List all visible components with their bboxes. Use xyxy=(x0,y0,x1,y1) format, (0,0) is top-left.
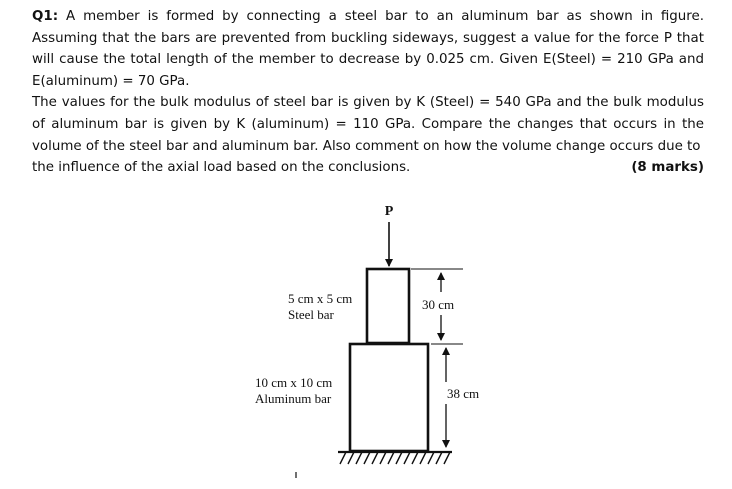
steel-size-label: 5 cm x 5 cm xyxy=(288,291,353,306)
steel-bar xyxy=(367,269,409,343)
question-body-2: The values for the bulk modulus of steel bar is given by K (Steel) = 540 GPa and the bulk modulus of aluminum bar is given by K (aluminum) = 110 GPa. Compare the changes that occurs in the volume of the steel bar and aluminum bar. Also comment on how the volume change occurs due to xyxy=(32,95,704,154)
question-body-1: A member is formed by connecting a steel bar to an aluminum bar as shown in figure. Assuming that the bars are prevented from buckling sideways, suggest a value for the force P that will cause the total length of the member to decrease by 0.025 cm. Given E(Steel) = 210 GPa and E(aluminum) = 70 GPa. xyxy=(32,9,704,89)
steel-name-label: Steel bar xyxy=(288,307,334,322)
aluminum-name-label: Aluminum bar xyxy=(255,391,332,406)
ground-support xyxy=(338,452,452,464)
aluminum-bar xyxy=(350,344,428,451)
question-number: Q1: xyxy=(32,9,59,24)
question-body-2-end: the influence of the axial load based on the conclusions. xyxy=(32,160,411,176)
steel-length-label: 30 cm xyxy=(422,297,455,312)
aluminum-length-label: 38 cm xyxy=(447,386,480,401)
marks-label: (8 marks) xyxy=(631,160,704,176)
force-p-label: P xyxy=(384,204,394,219)
aluminum-size-label: 10 cm x 10 cm xyxy=(255,375,333,390)
